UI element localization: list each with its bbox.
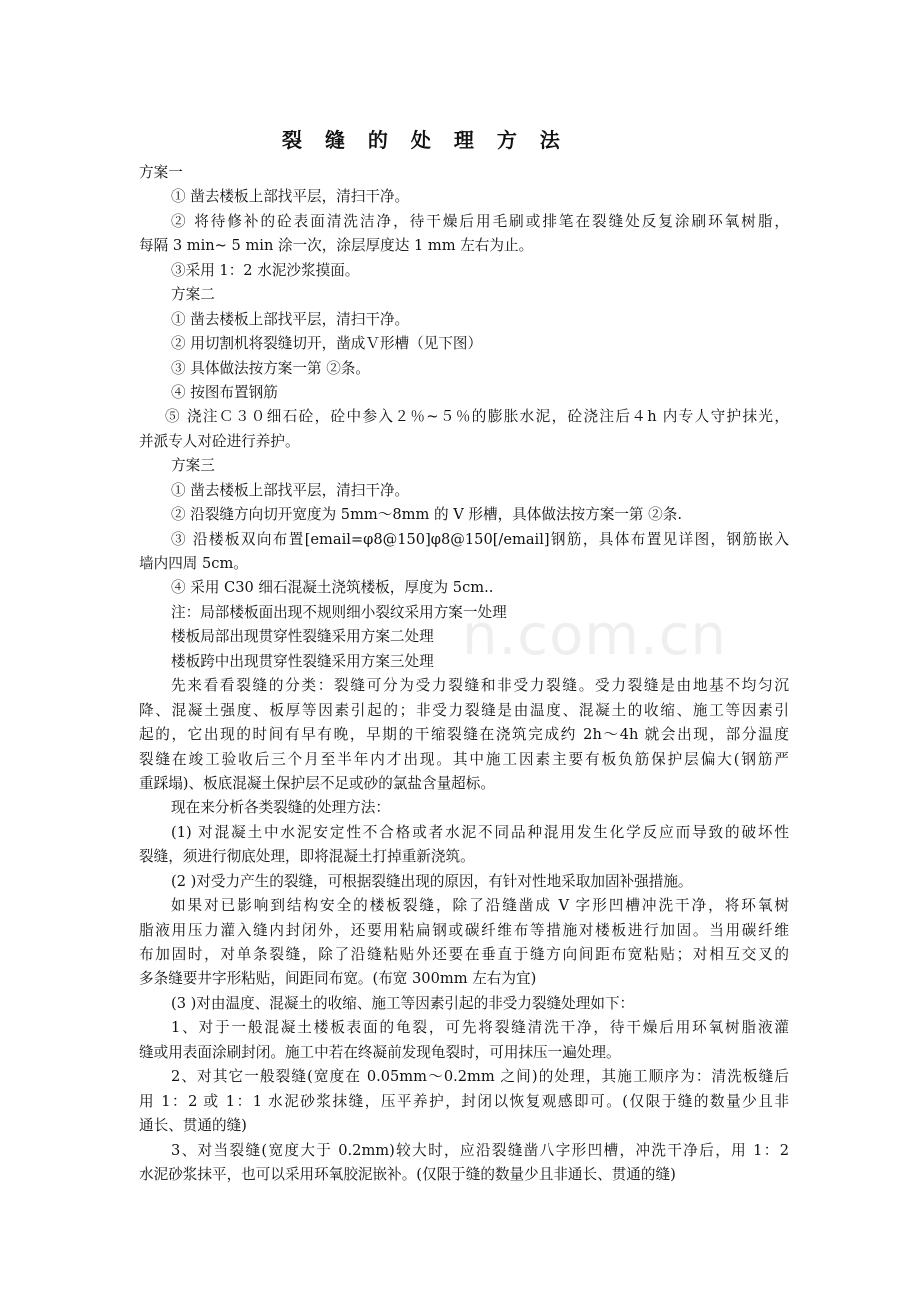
paragraph-line: ③ 具体做法按方案一第 ②条。 <box>171 359 370 377</box>
paragraph-line: 墙内四周 5cm。 <box>139 555 248 572</box>
page-title: 裂 缝 的 处 理 方 法 <box>282 128 568 152</box>
paragraph-line: ② 用切割机将裂缝切开，凿成Ｖ形槽（见下图） <box>171 335 483 353</box>
section-heading-plan-3: 方案三 <box>171 457 215 475</box>
paragraph-line: ① 凿去楼板上部找平层，清扫干净。 <box>171 481 410 499</box>
paragraph-line: 如果对已影响到结构安全的楼板裂缝，除了沿缝凿成 V 字形凹槽冲洗干净，将环氧树 <box>171 897 789 915</box>
note-line: 楼板局部出现贯穿性裂缝采用方案二处理 <box>171 628 434 646</box>
paragraph-line: ③采用 1：2 水泥沙浆摸面。 <box>171 261 360 279</box>
paragraph-line: 通长、贯通的缝) <box>139 1117 247 1135</box>
paragraph-line: 布加固时，对单条裂缝，除了沿缝粘贴外还要在垂直于缝方向间距布宽粘贴；对相互交叉的 <box>139 946 789 963</box>
paragraph-line: 水泥砂浆抹平，也可以采用环氧胶泥嵌补。(仅限于缝的数量少且非通长、贯通的缝) <box>139 1165 676 1183</box>
paragraph-line: 缝或用表面涂刷封闭。施工中若在终凝前发现龟裂时，可用抹压一遍处理。 <box>139 1043 621 1061</box>
paragraph-line: ④ 采用 C30 细石混凝土浇筑楼板，厚度为 5cm.. <box>171 579 494 597</box>
paragraph-line: 降、混凝土强度、板厚等因素引起的；非受力裂缝是由温度、混凝土的收缩、施工等因素引 <box>139 701 789 719</box>
paragraph-line: 1、对于一般混凝土楼板表面的龟裂，可先将裂缝清洗干净，待干燥后用环氧树脂液灌 <box>171 1019 789 1037</box>
paragraph-line: ② 沿裂缝方向切开宽度为 5mm～8mm 的 V 形槽，具体做法按方案一第 ②条. <box>171 506 682 524</box>
paragraph-line: ⑤ 浇注Ｃ３０细石砼，砼中参入２％~５％的膨胀水泥，砼浇注后４h 内专人守护抹光， <box>165 408 789 426</box>
section-heading-plan-2: 方案二 <box>171 286 215 304</box>
paragraph-line: 起的，它出现的时间有早有晚，早期的干缩裂缝在浇筑完成约 2h～4h 就会出现，部分温度 <box>139 726 789 744</box>
watermark: n.com.cn <box>462 603 727 668</box>
paragraph-line: 重踩塌)、板底混凝土保护层不足或砂的氯盐含量超标。 <box>139 774 495 792</box>
paragraph-line: ② 将待修补的砼表面清洗洁净，待干燥后用毛刷或排笔在裂缝处反复涂刷环氧树脂， <box>171 212 789 230</box>
paragraph-line: 现在来分析各类裂缝的处理方法： <box>171 799 390 817</box>
paragraph-line: 3、对当裂缝(宽度大于 0.2mm)较大时，应沿裂缝凿八字形凹槽，冲洗干净后，用 1：2 <box>171 1141 789 1159</box>
paragraph-line: (2 )对受力产生的裂缝，可根据裂缝出现的原因，有针对性地采取加固补强措施。 <box>171 872 693 890</box>
note-line: 注：局部楼板面出现不规则细小裂纹采用方案一处理 <box>171 603 507 621</box>
paragraph-line: 用 1：2 或 1：1 水泥砂浆抹缝，压平养护，封闭以恢复观感即可。(仅限于缝的数量少且非 <box>139 1092 789 1110</box>
paragraph-line: 每隔 3 min~ 5 min 涂一次，涂层厚度达 1 mm 左右为止。 <box>139 237 534 255</box>
document-body <box>139 161 789 1187</box>
paragraph-line: 并派专人对砼进行养护。 <box>139 432 300 450</box>
section-heading-plan-1: 方案一 <box>139 164 183 181</box>
paragraph-line: (1) 对混凝土中水泥安定性不合格或者水泥不同品种混用发生化学反应而导致的破坏性 <box>171 823 789 841</box>
paragraph-line: 先来看看裂缝的分类：裂缝可分为受力裂缝和非受力裂缝。受力裂缝是由地基不均匀沉 <box>171 677 789 695</box>
paragraph-line: ① 凿去楼板上部找平层，清扫干净。 <box>171 310 410 328</box>
paragraph-line: 裂缝，须进行彻底处理，即将混凝土打掉重新浇筑。 <box>139 848 475 866</box>
paragraph-line: (3 )对由温度、混凝土的收缩、施工等因素引起的非受力裂缝处理如下： <box>171 994 635 1012</box>
note-line: 楼板跨中出现贯穿性裂缝采用方案三处理 <box>171 652 434 670</box>
paragraph-line: 多条缝要井字形粘贴，间距同布宽。(布宽 300mm 左右为宜) <box>139 970 537 988</box>
paragraph-line: ③ 沿楼板双向布置[email=φ8@150]φ8@150[/email]钢筋，具体布置见详图，钢筋嵌入 <box>171 530 789 548</box>
paragraph-line: 2、对其它一般裂缝(宽度在 0.05mm～0.2mm 之间)的处理，其施工顺序为：清洗板缝后 <box>171 1068 789 1086</box>
paragraph-line: ④ 按图布置钢筋 <box>171 383 278 401</box>
paragraph-line: 裂缝在竣工验收后三个月至半年内才出现。其中施工因素主要有板负筋保护层偏大(钢筋严 <box>139 750 789 768</box>
paragraph-line: ① 凿去楼板上部找平层，清扫干净。 <box>171 188 410 206</box>
paragraph-line: 脂液用压力灌入缝内封闭外，还要用粘扁钢或碳纤维布等措施对楼板进行加固。当用碳纤维 <box>139 921 789 939</box>
